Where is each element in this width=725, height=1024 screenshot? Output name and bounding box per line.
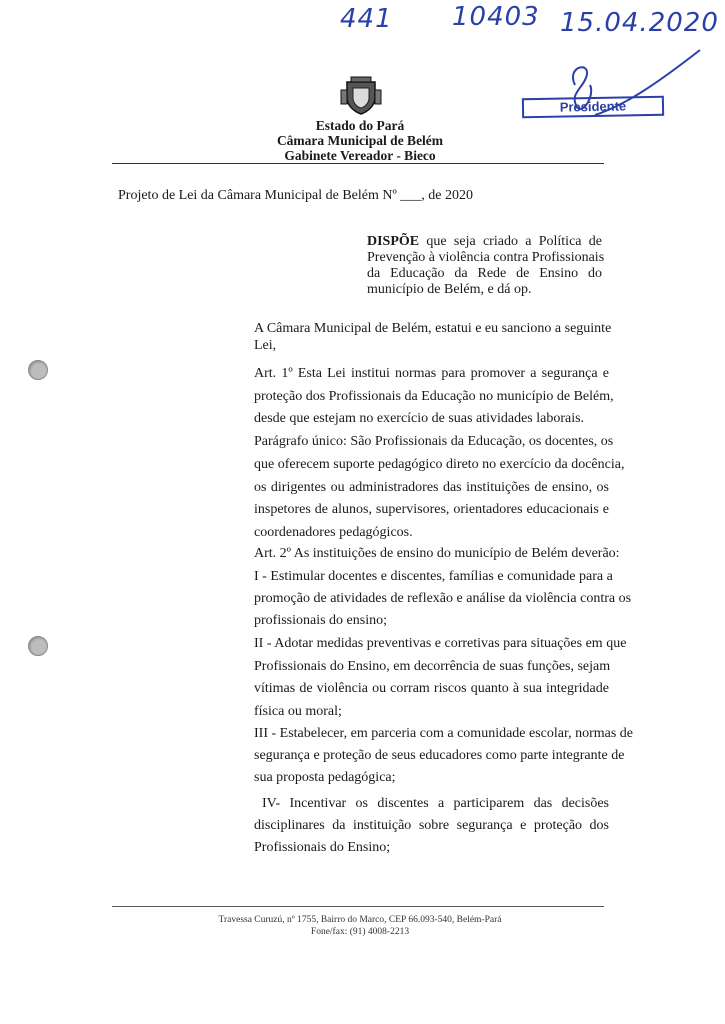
art1-line-2: proteção dos Profissionais da Educação no município de Belém, (254, 389, 614, 404)
paragraph-line-3: os dirigentes ou administradores das instituições de ensino, os (254, 480, 609, 495)
protocol-code-handwritten: 10403 (452, 2, 540, 32)
footer-phone: Fone/fax: (91) 4008-2213 (310, 927, 410, 937)
paragraph-line-1: Parágrafo único: São Profissionais da Educação, os docentes, os (254, 434, 614, 449)
art1-line-1: Art. 1º Esta Lei institui normas para promover a segurança e (254, 366, 609, 381)
inc2-line-4: física ou moral; (254, 704, 342, 719)
header-divider (112, 163, 604, 164)
document-title: Projeto de Lei da Câmara Municipal de Belém Nº ___, de 2020 (118, 188, 474, 203)
intro-line-2: Lei, (254, 338, 277, 353)
inc2-line-2: Profissionais do Ensino, em decorrência de suas funções, sejam (254, 659, 611, 674)
header-office: Gabinete Vereador - Bieco (284, 148, 436, 163)
paragraph-line-4: inspetores de alunos, supervisores, orientadores educacionais e (254, 502, 609, 517)
intro-line-1: A Câmara Municipal de Belém, estatui e eu sanciono a seguinte (254, 321, 612, 336)
inc1-line-2: promoção de atividades de reflexão e análise da violência contra os (254, 591, 632, 606)
inc4-line-2: disciplinares da instituição sobre segurança e proteção dos (254, 818, 609, 833)
inc1-line-1: I - Estimular docentes e discentes, famílias e comunidade para a (254, 569, 613, 584)
inc3-line-3: sua proposta pedagógica; (254, 770, 396, 785)
paragraph-line-5: coordenadores pedagógicos. (254, 525, 413, 540)
inc1-line-3: profissionais do ensino; (254, 613, 387, 628)
paragraph-line-2: que oferecem suporte pedagógico direto no exercício da docência, (254, 457, 625, 472)
signature-mark (555, 45, 705, 135)
header-state: Estado do Pará (315, 118, 405, 133)
punch-hole-bottom (28, 636, 48, 656)
summary-line-4: município de Belém, e dá op. (367, 282, 532, 297)
punch-hole-top (28, 360, 48, 380)
inc2-line-3: vítimas de violência ou corram riscos quanto à sua integridade (254, 681, 609, 696)
summary-line-1 (367, 234, 602, 250)
presidente-stamp (522, 96, 664, 118)
coat-of-arms-icon (339, 76, 383, 116)
art1-line-3: desde que estejam no exercício de suas atividades laborais. (254, 411, 585, 426)
inc3-line-1: III - Estabelecer, em parceria com a comunidade escolar, normas de (254, 726, 634, 741)
inc4-line-1: IV- Incentivar os discentes a participarem das decisões (262, 796, 609, 811)
inc3-line-2: segurança e proteção de seus educadores como parte integrante de (254, 748, 625, 763)
summary-line-2: Prevenção à violência contra Profissionais (367, 250, 605, 265)
footer-divider (112, 906, 604, 907)
header-chamber: Câmara Municipal de Belém (276, 133, 444, 148)
summary-line-3: da Educação da Rede de Ensino do (367, 266, 602, 281)
inc2-line-1: II - Adotar medidas preventivas e corretivas para situações em que (254, 636, 627, 651)
presidente-stamp-label: Presidente (559, 98, 627, 115)
protocol-number-handwritten: 441 (340, 4, 393, 34)
inc4-line-3: Profissionais do Ensino; (254, 840, 391, 855)
summary-line-1-text: que seja criado a Política de (426, 234, 603, 249)
art2-line-1: Art. 2º As instituições de ensino do município de Belém deverão: (254, 546, 620, 561)
protocol-date-handwritten: 15.04.2020 (560, 8, 719, 38)
summary-keyword: DISPÕE (367, 234, 420, 249)
footer-address: Travessa Curuzú, nº 1755, Bairro do Marco, CEP 66.093-540, Belém-Pará (218, 915, 502, 925)
